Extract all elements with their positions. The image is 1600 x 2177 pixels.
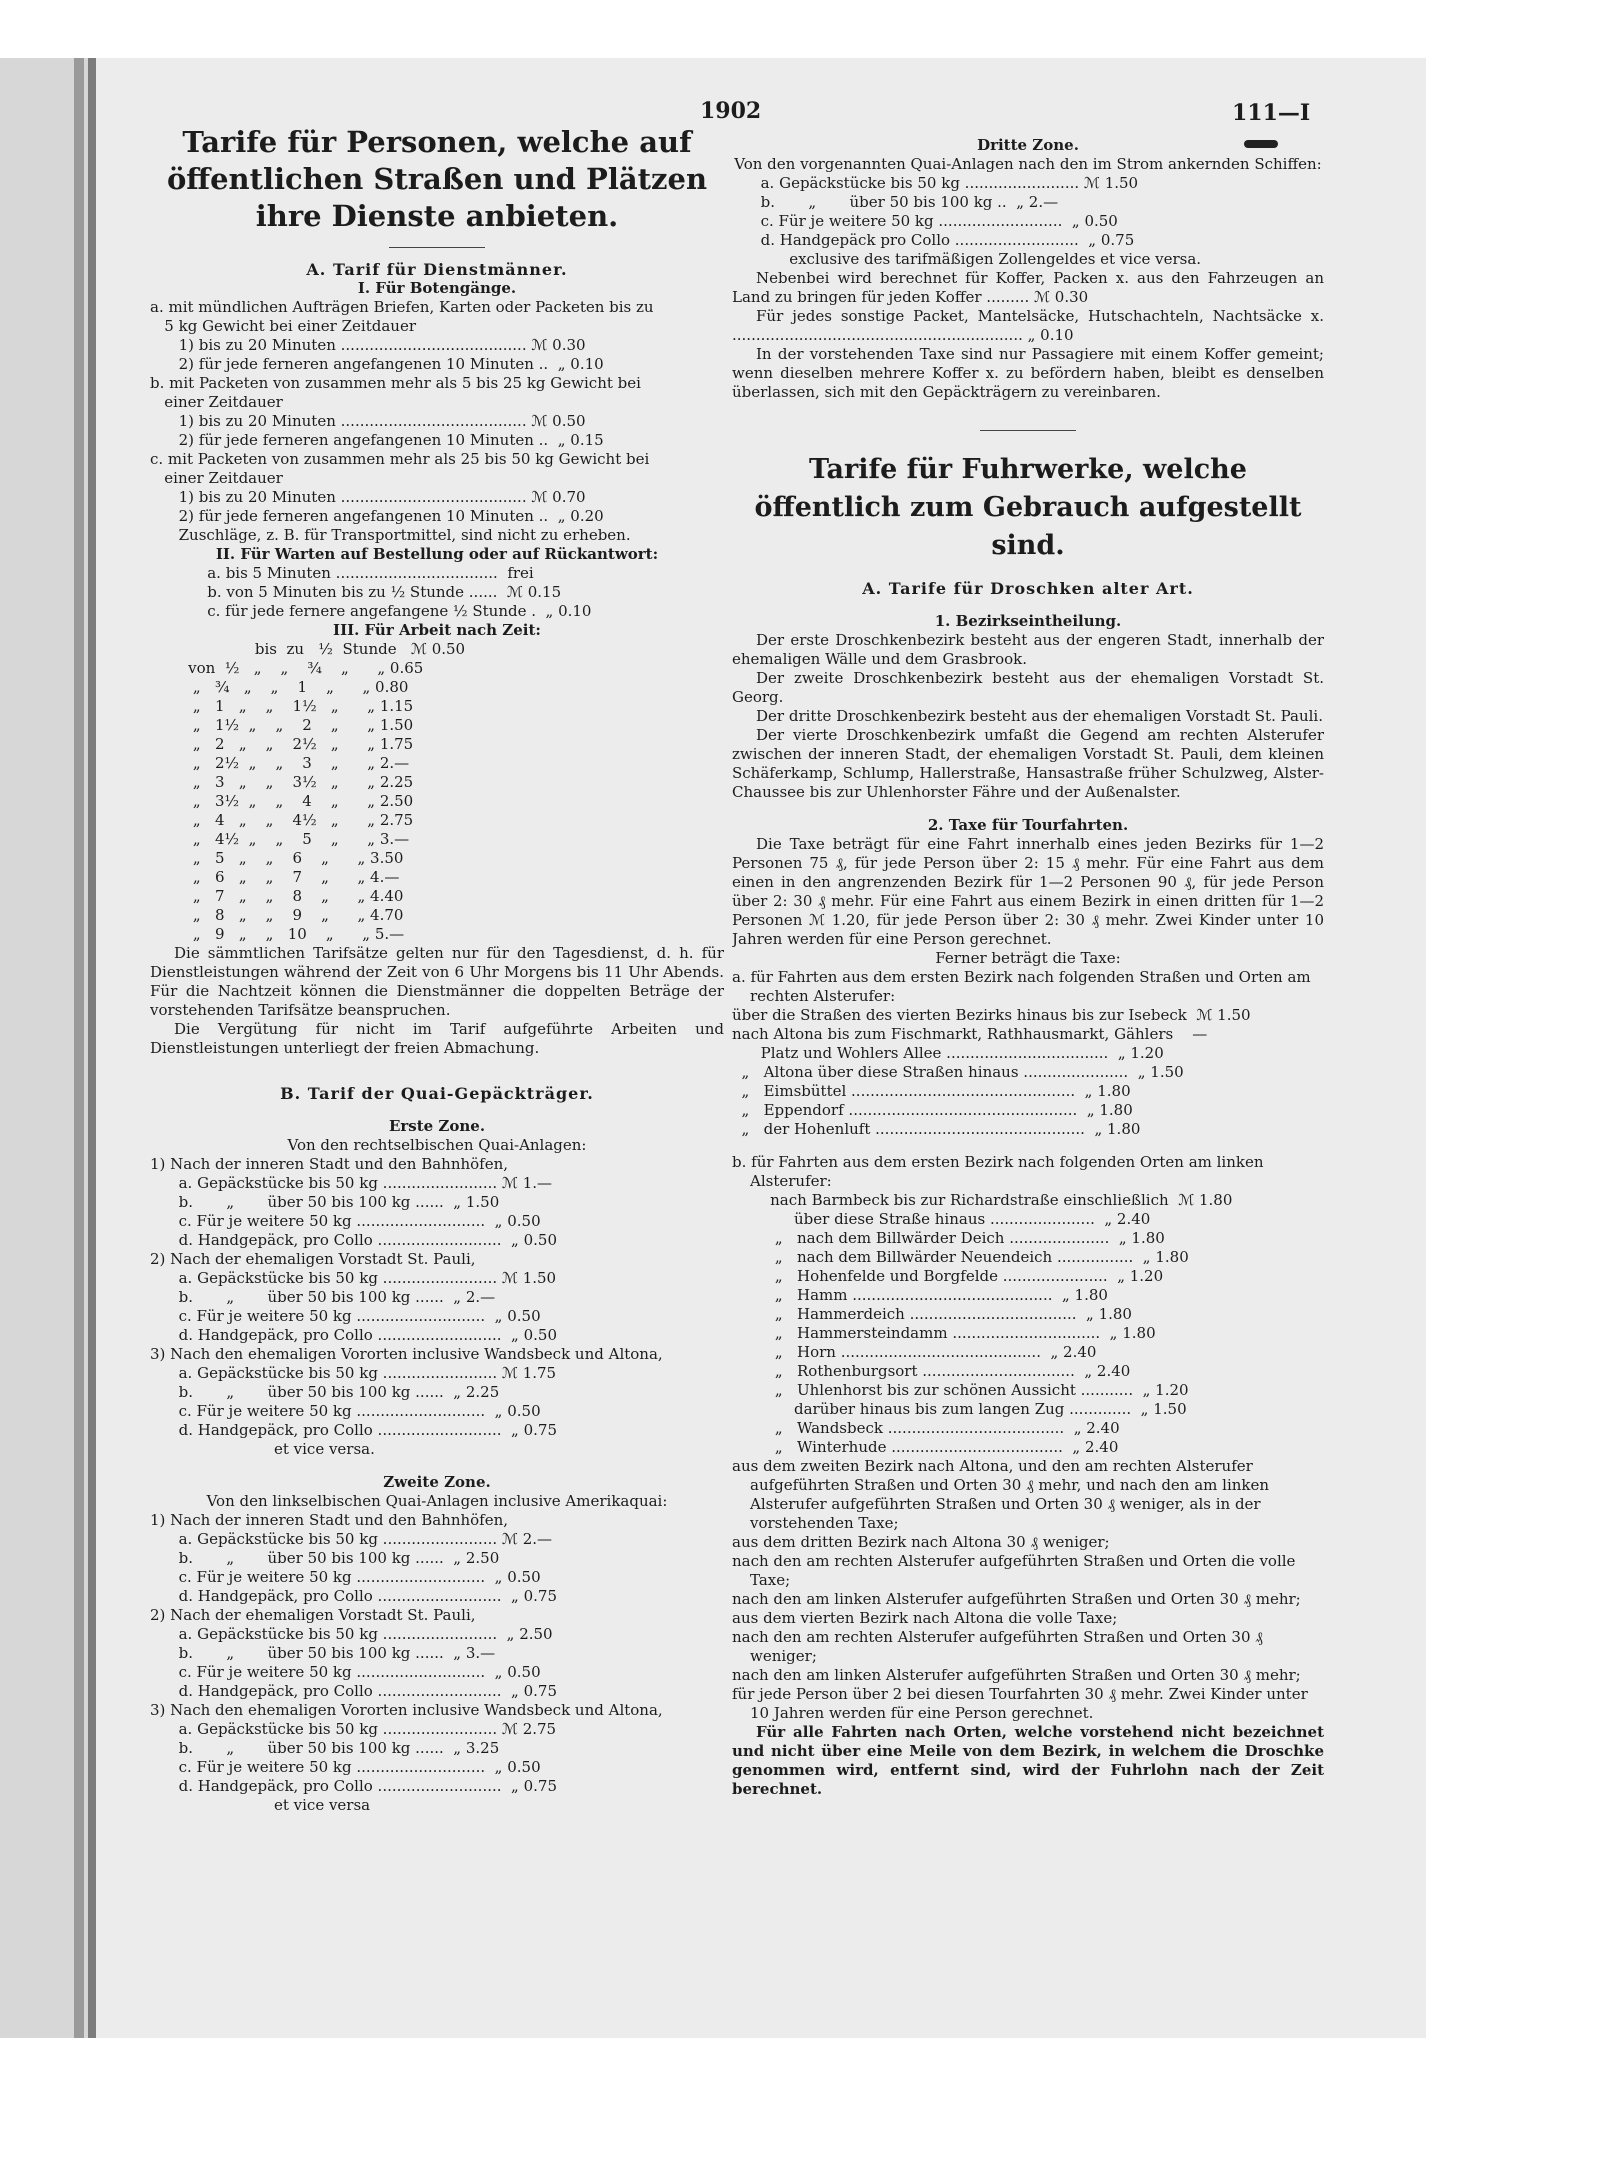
bezirk-paragraph: Der zweite Droschkenbezirk besteht aus der ehemaligen Vorstadt St. Georg. — [732, 669, 1324, 706]
table-row: „ 6 „ „ 7 „ „ 4.— — [150, 868, 400, 886]
list-item: „ Horn .......................................... „ 2.40 — [732, 1343, 1097, 1361]
table-row: „ 3 „ „ 3½ „ „ 2.25 — [150, 773, 414, 791]
table-row: „ 4½ „ „ 5 „ „ 3.— — [150, 830, 410, 848]
table-row: von ½ „ „ ¾ „ „ 0.65 — [150, 659, 424, 677]
tariff-line: b. von 5 Minuten bis zu ½ Stunde ...... ℳ 0.15 — [150, 583, 562, 601]
list-item: „ Wandsbeck ..................................... „ 2.40 — [732, 1419, 1120, 1437]
list-item: „ nach dem Billwärder Deich ..................... „ 1.80 — [732, 1229, 1165, 1247]
list-item: „ Altona über diese Straßen hinaus ...................... „ 1.50 — [732, 1063, 1184, 1081]
botengaenge-lines — [150, 298, 724, 545]
verguetung-note: Die Vergütung für nicht im Tarif aufgeführte Arbeiten und Dienstleistungen unterliegt der freien Abmachung. — [150, 1020, 724, 1057]
list-item: über diese Straße hinaus ...................... „ 2.40 — [732, 1210, 1151, 1228]
tariff-line: 1) Nach der inneren Stadt und den Bahnhöfen, — [150, 1155, 509, 1173]
list-item: nach Altona bis zum Fischmarkt, Rathhausmarkt, Gählers — — [732, 1025, 1208, 1043]
zeit-berechnung-paragraph: Für alle Fahrten nach Orten, welche vorstehend nicht bezeichnet und nicht über eine Meile von dem Bezirk, in welchem die Droschke genommen wird, entfernt sind, wird der Fuhrlohn nach der Zeit berechnet. — [732, 1723, 1324, 1798]
tariff-line: 3) Nach den ehemaligen Vororten inclusive Wandsbeck und Altona, — [150, 1701, 663, 1719]
fahrten-a-heading: a. für Fahrten aus dem ersten Bezirk nach folgenden Straßen und Orten am rechten Alsterufer: — [732, 968, 1311, 1005]
tariff-line: 1) Nach der inneren Stadt und den Bahnhöfen, — [150, 1511, 509, 1529]
divider — [389, 247, 485, 248]
list-item: aus dem dritten Bezirk nach Altona 30 ₰ weniger; — [732, 1533, 1110, 1551]
tariff-line: a. mit mündlichen Aufträgen Briefen, Karten oder Packeten bis zu — [150, 298, 654, 316]
tariff-line: d. Handgepäck, pro Collo .......................... „ 0.75 — [150, 1421, 557, 1439]
warten-heading: II. Für Warten auf Bestellung oder auf Rückantwort: — [215, 545, 659, 563]
dritte-zone-intro: Von den vorgenannten Quai-Anlagen nach den im Strom ankernden Schiffen: — [734, 155, 1322, 173]
list-item: für jede Person über 2 bei diesen Tourfahrten 30 ₰ mehr. Zwei Kinder unter 10 Jahren werden für eine Person gerechnet. — [732, 1685, 1308, 1722]
botengaenge-heading: I. Für Botengänge. — [357, 279, 517, 297]
page-number: 111—I — [1232, 100, 1311, 126]
taxe-heading: 2. Taxe für Tourfahrten. — [927, 816, 1129, 834]
tariff-line: exclusive des tarifmäßigen Zollengeldes et vice versa. — [732, 250, 1202, 268]
tariff-line: einer Zeitdauer — [150, 469, 283, 487]
erste-zone-intro: Von den rechtselbischen Quai-Anlagen: — [287, 1136, 587, 1154]
tariff-line: d. Handgepäck pro Collo .......................... „ 0.75 — [732, 231, 1135, 249]
zweite-zone-intro: Von den linkselbischen Quai-Anlagen inclusive Amerikaquai: — [206, 1492, 668, 1510]
list-item: „ Rothenburgsort ................................ „ 2.40 — [732, 1362, 1131, 1380]
warten-lines — [150, 564, 724, 621]
tariff-line: c. Für je weitere 50 kg ........................... „ 0.50 — [150, 1402, 541, 1420]
arbeit-table — [150, 640, 724, 944]
fahrten-b-list — [732, 1191, 1324, 1457]
zweite-zone-lines — [150, 1511, 724, 1815]
tariff-line: d. Handgepäck, pro Collo .......................... „ 0.50 — [150, 1231, 557, 1249]
dritte-zone-heading: Dritte Zone. — [977, 136, 1079, 154]
tariff-line: 2) Nach der ehemaligen Vorstadt St. Pauli, — [150, 1606, 476, 1624]
table-row: „ 1½ „ „ 2 „ „ 1.50 — [150, 716, 414, 734]
right-column — [732, 100, 1324, 1799]
list-item: nach Barmbeck bis zur Richardstraße einschließlich ℳ 1.80 — [732, 1191, 1233, 1209]
tariff-line: 2) für jede ferneren angefangenen 10 Minuten .. „ 0.10 — [150, 355, 604, 373]
book-spine — [74, 58, 84, 2038]
list-item: nach den am linken Alsterufer aufgeführten Straßen und Orten 30 ₰ mehr; — [732, 1590, 1301, 1608]
section-b-heading: B. Tarif der Quai-Gepäckträger. — [280, 1084, 594, 1103]
passagiere-paragraph: In der vorstehenden Taxe sind nur Passagiere mit einem Koffer gemeint; wenn dieselben mehrere Koffer x. zu befördern haben, bleibt es denselben überlassen, sich mit den Gepäckträgern zu vereinbaren. — [732, 345, 1324, 401]
list-item: nach den am rechten Alsterufer aufgeführten Straßen und Orten 30 ₰ weniger; — [732, 1628, 1263, 1665]
page-year: 1902 — [700, 98, 762, 124]
list-item: „ der Hohenluft ............................................ „ 1.80 — [732, 1120, 1141, 1138]
list-item: „ Eppendorf ................................................ „ 1.80 — [732, 1101, 1133, 1119]
tariff-line: 2) für jede ferneren angefangenen 10 Minuten .. „ 0.15 — [150, 431, 604, 449]
tariff-line: einer Zeitdauer — [150, 393, 283, 411]
section-a-heading: A. Tarif für Dienstmänner. — [306, 260, 568, 279]
list-item: „ Hammersteindamm ............................... „ 1.80 — [732, 1324, 1156, 1342]
tariff-line: d. Handgepäck, pro Collo .......................... „ 0.75 — [150, 1682, 557, 1700]
persons-tariff-title: Tarife für Personen, welche auf öffentlichen Straßen und Plätzen ihre Dienste anbieten. — [166, 125, 708, 233]
tariff-line: c. Für je weitere 50 kg ........................... „ 0.50 — [150, 1663, 541, 1681]
tariff-line: 1) bis zu 20 Minuten ....................................... ℳ 0.30 — [150, 336, 586, 354]
table-row: „ 2 „ „ 2½ „ „ 1.75 — [150, 735, 414, 753]
tariff-line: a. Gepäckstücke bis 50 kg ........................ ℳ 1.75 — [150, 1364, 557, 1382]
tariff-line: c. Für je weitere 50 kg ........................... „ 0.50 — [150, 1212, 541, 1230]
arbeit-heading: III. Für Arbeit nach Zeit: — [333, 621, 541, 639]
list-item: „ Uhlenhorst bis zur schönen Aussicht ........... „ 1.20 — [732, 1381, 1189, 1399]
ferner-line: Ferner beträgt die Taxe: — [935, 949, 1121, 967]
tariff-line: 3) Nach den ehemaligen Vororten inclusive Wandsbeck und Altona, — [150, 1345, 663, 1363]
list-item: nach den am linken Alsterufer aufgeführten Straßen und Orten 30 ₰ mehr; — [732, 1666, 1301, 1684]
table-row: „ 5 „ „ 6 „ „ 3.50 — [150, 849, 404, 867]
tariff-line: d. Handgepäck, pro Collo .......................... „ 0.50 — [150, 1326, 557, 1344]
tariff-line: 1) bis zu 20 Minuten ....................................... ℳ 0.50 — [150, 412, 586, 430]
list-item: über die Straßen des vierten Bezirks hinaus bis zur Isebeck ℳ 1.50 — [732, 1006, 1251, 1024]
tagesdienst-note: Die sämmtlichen Tarifsätze gelten nur für den Tagesdienst, d. h. für Dienstleistungen während der Zeit von 6 Uhr Morgens bis 11 Uhr Abends. Für die Nachtzeit können die Dienstmänner die doppelten Beträge der vorstehenden Tarifsätze beanspruchen. — [150, 944, 724, 1019]
left-column — [150, 100, 724, 1815]
table-row: „ ¾ „ „ 1 „ „ 0.80 — [150, 678, 409, 696]
fahrten-b-heading: b. für Fahrten aus dem ersten Bezirk nach folgenden Orten am linken Alsterufer: — [732, 1153, 1264, 1190]
bezirk-paragraph: Der vierte Droschkenbezirk umfaßt die Gegend am rechten Alsterufer zwischen der inneren Stadt, der ehemaligen Vorstadt St. Pauli, dem kleinen Schäferkamp, Schlump, Hallerstraße, Hansastraße früher Schulzweg, Alster-Chaussee bis zur Uhlenhorster Fähre und der Außenalster. — [732, 726, 1324, 801]
table-row: „ 7 „ „ 8 „ „ 4.40 — [150, 887, 404, 905]
tariff-line: a. Gepäckstücke bis 50 kg ........................ ℳ 1.50 — [732, 174, 1139, 192]
list-item: aus dem zweiten Bezirk nach Altona, und den am rechten Alsterufer aufgeführten Straßen und Orten 30 ₰ mehr, und nach den am linken Alsterufer aufgeführten Straßen und Orten 30 ₰ weniger, als in der vorstehenden Taxe; — [732, 1457, 1270, 1532]
taxe-paragraph: Die Taxe beträgt für eine Fahrt innerhalb eines jeden Bezirks für 1—2 Personen 75 ₰, für jede Person über 2: 15 ₰ mehr. Für eine Fahrt aus dem einen in den angrenzenden Bezirk für 1—2 Personen 90 ₰, für jede Person über 2: 30 ₰ mehr. Für eine Fahrt aus einem Bezirk in einen dritten für 1—2 Personen ℳ 1.20, für jede Person über 2: 30 ₰ mehr. Zwei Kinder unter 10 Jahren werden für eine Person gerechnet. — [732, 835, 1324, 948]
tariff-line: b. „ über 50 bis 100 kg ...... „ 2.50 — [150, 1549, 500, 1567]
divider — [980, 430, 1076, 431]
tariff-line: c. für jede fernere angefangene ½ Stunde . „ 0.10 — [150, 602, 592, 620]
dritte-zone-lines — [732, 174, 1324, 269]
tariff-line: 2) Nach der ehemaligen Vorstadt St. Pauli, — [150, 1250, 476, 1268]
tariff-line: c. mit Packeten von zusammen mehr als 25 bis 50 kg Gewicht bei — [150, 450, 650, 468]
bezirk-heading: 1. Bezirkseintheilung. — [934, 612, 1122, 630]
table-row: „ 3½ „ „ 4 „ „ 2.50 — [150, 792, 414, 810]
tariff-line: b. „ über 50 bis 100 kg ...... „ 3.25 — [150, 1739, 500, 1757]
list-item: darüber hinaus bis zum langen Zug ............. „ 1.50 — [732, 1400, 1187, 1418]
table-row: „ 4 „ „ 4½ „ „ 2.75 — [150, 811, 414, 829]
tariff-line: b. „ über 50 bis 100 kg ...... „ 1.50 — [150, 1193, 500, 1211]
tariff-line: c. Für je weitere 50 kg ........................... „ 0.50 — [150, 1307, 541, 1325]
tariff-line: Zuschläge, z. B. für Transportmittel, sind nicht zu erheben. — [150, 526, 631, 544]
table-row: „ 2½ „ „ 3 „ „ 2.— — [150, 754, 410, 772]
list-item: nach den am rechten Alsterufer aufgeführten Straßen und Orten die volle Taxe; — [732, 1552, 1296, 1589]
list-item: „ Hamm .......................................... „ 1.80 — [732, 1286, 1108, 1304]
list-item: „ Winterhude .................................... „ 2.40 — [732, 1438, 1119, 1456]
tariff-line: 5 kg Gewicht bei einer Zeitdauer — [150, 317, 417, 335]
tariff-line: et vice versa. — [150, 1440, 375, 1458]
list-item: „ nach dem Billwärder Neuendeich ................ „ 1.80 — [732, 1248, 1189, 1266]
tariff-line: c. Für je weitere 50 kg .......................... „ 0.50 — [732, 212, 1118, 230]
tariff-line: b. „ über 50 bis 100 kg ...... „ 3.— — [150, 1644, 496, 1662]
tariff-line: b. mit Packeten von zusammen mehr als 5 bis 25 kg Gewicht bei — [150, 374, 641, 392]
tariff-line: 2) für jede ferneren angefangenen 10 Minuten .. „ 0.20 — [150, 507, 604, 525]
tariff-line: b. „ über 50 bis 100 kg .. „ 2.— — [732, 193, 1059, 211]
erste-zone-heading: Erste Zone. — [388, 1117, 486, 1135]
erste-zone-lines — [150, 1155, 724, 1459]
bezirk-paragraph: Der dritte Droschkenbezirk besteht aus der ehemaligen Vorstadt St. Pauli. — [756, 707, 1323, 725]
fahrten-a-list — [732, 1006, 1324, 1139]
tariff-line: 1) bis zu 20 Minuten ....................................... ℳ 0.70 — [150, 488, 586, 506]
list-item: Platz und Wohlers Allee .................................. „ 1.20 — [732, 1044, 1164, 1062]
list-item: „ Hohenfelde und Borgfelde ...................... „ 1.20 — [732, 1267, 1164, 1285]
koffer-paragraph: Nebenbei wird berechnet für Koffer, Packen x. aus den Fahrzeugen an Land zu bringen für jeden Koffer ......... ℳ 0.30 — [732, 269, 1324, 306]
table-row: „ 8 „ „ 9 „ „ 4.70 — [150, 906, 404, 924]
droschken-heading: A. Tarife für Droschken alter Art. — [862, 579, 1194, 598]
tariff-line: a. bis 5 Minuten .................................. frei — [150, 564, 534, 582]
tariff-line: c. Für je weitere 50 kg ........................... „ 0.50 — [150, 1568, 541, 1586]
tariff-line: a. Gepäckstücke bis 50 kg ........................ ℳ 2.75 — [150, 1720, 557, 1738]
tariff-line: a. Gepäckstücke bis 50 kg ........................ ℳ 1.50 — [150, 1269, 557, 1287]
bezirk-paragraph: Der erste Droschkenbezirk besteht aus der engeren Stadt, innerhalb der ehemaligen Wälle und dem Grasbrook. — [732, 631, 1324, 668]
zweite-zone-heading: Zweite Zone. — [383, 1473, 491, 1491]
page-gutter — [88, 58, 96, 2038]
vehicles-tariff-title: Tarife für Fuhrwerke, welche öffentlich zum Gebrauch aufgestellt sind. — [754, 454, 1302, 561]
tariff-line: d. Handgepäck, pro Collo .......................... „ 0.75 — [150, 1777, 557, 1795]
table-row: „ 9 „ „ 10 „ „ 5.— — [150, 925, 405, 943]
packet-paragraph: Für jedes sonstige Packet, Mantelsäcke, Hutschachteln, Nachtsäcke x. ............................................................. „ 0.10 — [732, 307, 1324, 344]
tariff-line: a. Gepäckstücke bis 50 kg ........................ ℳ 1.— — [150, 1174, 553, 1192]
table-row: „ 1 „ „ 1½ „ „ 1.15 — [150, 697, 414, 715]
tariff-line: d. Handgepäck, pro Collo .......................... „ 0.75 — [150, 1587, 557, 1605]
tariff-line: a. Gepäckstücke bis 50 kg ........................ ℳ 2.— — [150, 1530, 553, 1548]
tariff-line: b. „ über 50 bis 100 kg ...... „ 2.25 — [150, 1383, 500, 1401]
tariff-line: c. Für je weitere 50 kg ........................... „ 0.50 — [150, 1758, 541, 1776]
table-row: bis zu ½ Stunde ℳ 0.50 — [150, 640, 466, 658]
tariff-line: b. „ über 50 bis 100 kg ...... „ 2.— — [150, 1288, 496, 1306]
tariff-line: a. Gepäckstücke bis 50 kg ........................ „ 2.50 — [150, 1625, 553, 1643]
list-item: „ Hammerdeich ................................... „ 1.80 — [732, 1305, 1132, 1323]
zuschlag-list — [732, 1457, 1324, 1723]
list-item: „ Eimsbüttel ............................................... „ 1.80 — [732, 1082, 1131, 1100]
list-item: aus dem vierten Bezirk nach Altona die volle Taxe; — [732, 1609, 1118, 1627]
tariff-line: et vice versa — [150, 1796, 371, 1814]
